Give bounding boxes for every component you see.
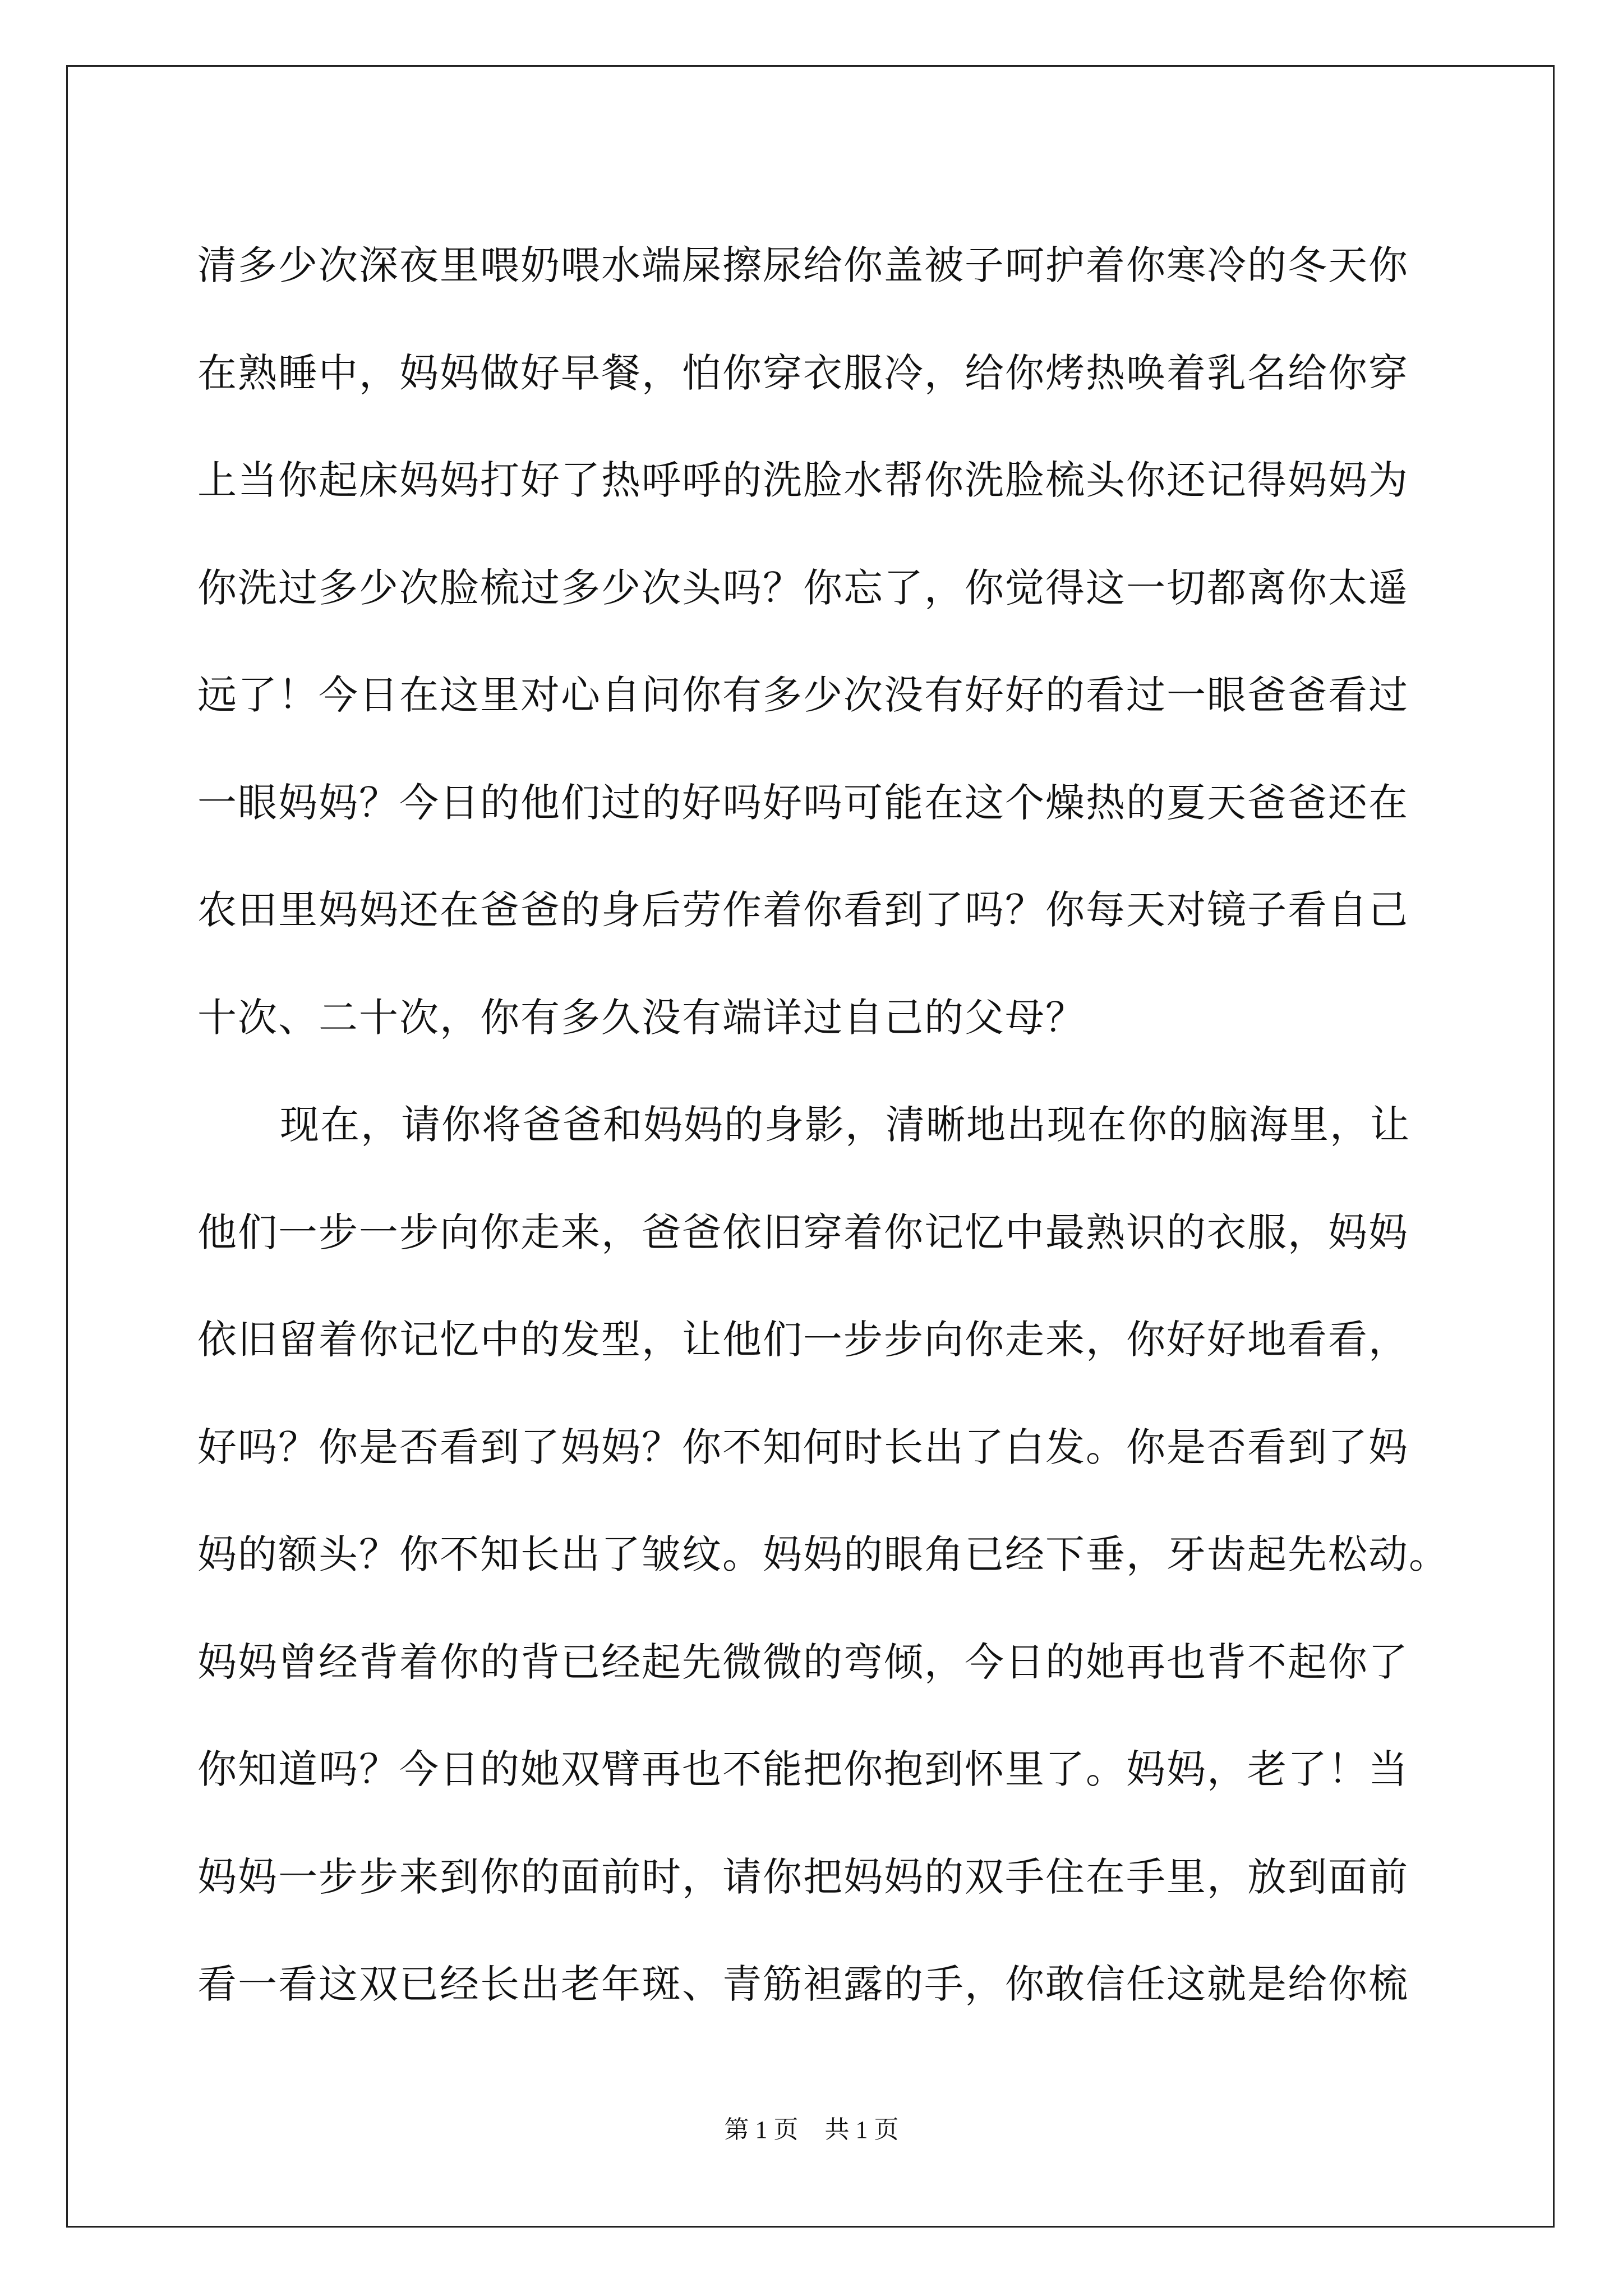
- text-line: 十次、二十次，你有多久没有端详过自己的父母？: [197, 994, 1086, 1041]
- text-line: 你知道吗？今日的她双臂再也不能把你抱到怀里了。妈妈，老了！当: [197, 1746, 1409, 1792]
- text-line: 好吗？你是否看到了妈妈？你不知何时长出了白发。你是否看到了妈: [197, 1424, 1409, 1470]
- text-line: 看一看这双已经长出老年斑、青筋袒露的手，你敢信任这就是给你梳: [197, 1961, 1409, 2007]
- text-line: 依旧留着你记忆中的发型，让他们一步步向你走来，你好好地看看，: [197, 1317, 1409, 1363]
- page-footer: [0, 2109, 1623, 2145]
- page-number-total: 共 1 页: [824, 2116, 899, 2143]
- text-line: 农田里妈妈还在爸爸的身后劳作着你看到了吗？你每天对镜子看自己: [197, 887, 1409, 933]
- text-line: 在熟睡中，妈妈做好早餐，怕你穿衣服冷，给你烤热唤着乳名给你穿: [197, 349, 1409, 396]
- text-line: 一眼妈妈？今日的他们过的好吗好吗可能在这个燥热的夏天爸爸还在: [197, 779, 1409, 826]
- body-text: [197, 212, 1470, 2039]
- text-line: 你洗过多少次脸梳过多少次头吗？你忘了，你觉得这一切都离你太遥: [197, 564, 1409, 611]
- text-line: 现在，请你将爸爸和妈妈的身影，清晰地出现在你的脑海里，让: [280, 1102, 1410, 1148]
- text-line: 妈妈一步步来到你的面前时，请你把妈妈的双手住在手里，放到面前: [197, 1853, 1409, 1900]
- text-line: 清多少次深夜里喂奶喂水端屎擦尿给你盖被子呵护着你寒冷的冬天你: [197, 242, 1409, 288]
- page-number-current: 第 1 页: [724, 2116, 799, 2143]
- text-line: 妈妈曾经背着你的背已经起先微微的弯倾，今日的她再也背不起你了: [197, 1639, 1409, 1685]
- text-line: 远了！今日在这里对心自问你有多少次没有好好的看过一眼爸爸看过: [197, 672, 1409, 718]
- text-line: 他们一步一步向你走来，爸爸依旧穿着你记忆中最熟识的衣服，妈妈: [197, 1209, 1409, 1255]
- text-line: 妈的额头？你不知长出了皱纹。妈妈的眼角已经下垂，牙齿起先松动。: [197, 1531, 1449, 1577]
- text-line: 上当你起床妈妈打好了热呼呼的洗脸水帮你洗脸梳头你还记得妈妈为: [197, 457, 1409, 503]
